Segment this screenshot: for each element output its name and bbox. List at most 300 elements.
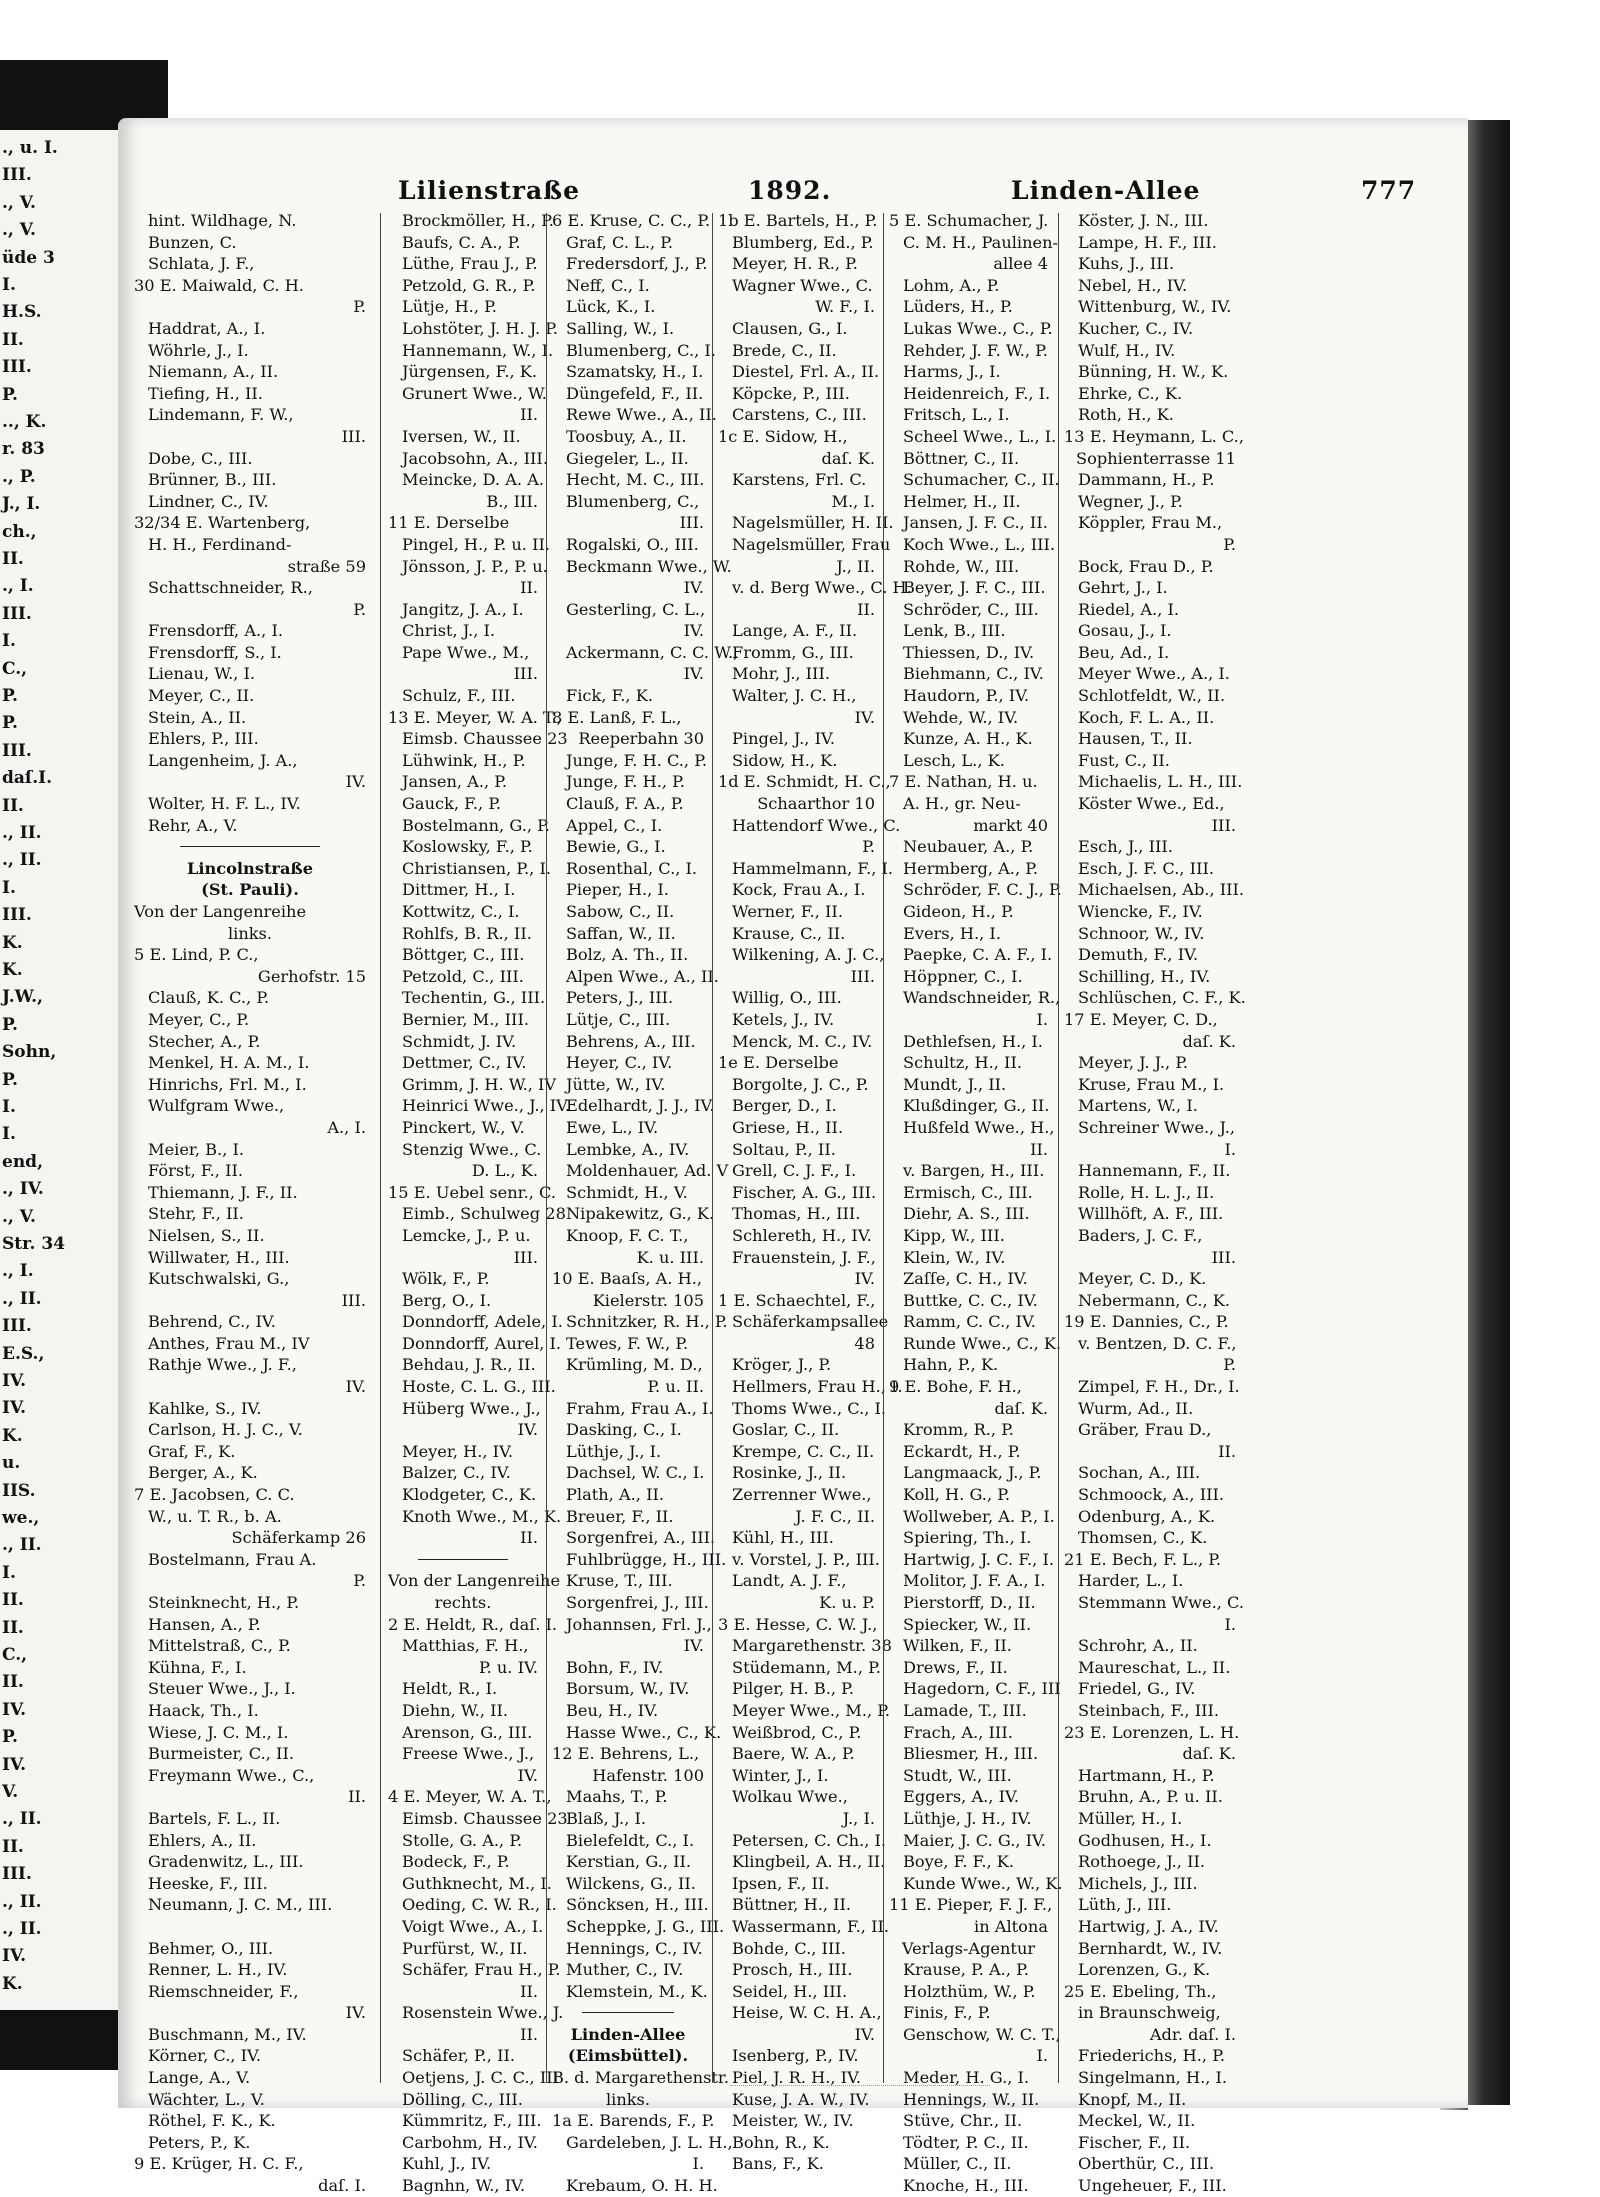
resident-entry: Tewes, F. W., P. — [566, 1333, 689, 1353]
resident-entry: Rosenstein Wwe., J. — [402, 2003, 564, 2023]
resident-entry: Meincke, D. A. A. — [402, 470, 545, 490]
previous-page-text: II. — [2, 795, 24, 816]
resident-entry: Beu, Ad., I. — [1078, 642, 1170, 662]
previous-page-text: K. — [2, 1425, 23, 1446]
resident-entry: III. — [679, 513, 704, 533]
resident-entry: Hartwig, J. C. F., I. — [903, 1549, 1055, 1569]
resident-entry: Müller, H., I. — [1078, 1808, 1183, 1828]
resident-entry: Beu, H., IV. — [566, 1700, 659, 1720]
resident-entry: Michaelsen, Ab., III. — [1078, 880, 1245, 900]
resident-entry: Donndorff, Aurel, I. — [402, 1333, 562, 1353]
resident-entry: M., I. — [831, 491, 875, 511]
resident-entry: Martens, W., I. — [1078, 1096, 1198, 1116]
resident-entry: Seidel, H., III. — [732, 1981, 848, 2001]
resident-entry: Neubauer, A., P. — [903, 837, 1034, 857]
resident-entry: II. — [520, 1981, 538, 2001]
resident-entry: Ehlers, A., II. — [148, 1830, 257, 1850]
resident-entry: straße 59 — [287, 556, 366, 576]
resident-entry: Bunzen, C. — [148, 232, 237, 252]
house-entry: 1a E. Barends, F., P. — [552, 2111, 715, 2131]
resident-entry: Thomas, H., III. — [732, 1204, 861, 1224]
resident-entry: Wilckens, G., II. — [566, 1873, 696, 1893]
previous-page-text: IIS. — [2, 1480, 36, 1501]
previous-page-text: II. — [2, 329, 24, 350]
resident-entry: Frahm, Frau A., I. — [566, 1398, 714, 1418]
resident-entry: Jansen, A., P. — [402, 772, 508, 792]
resident-entry: Kröger, J., P. — [732, 1355, 832, 1375]
resident-entry: I. — [1224, 1614, 1236, 1634]
section-heading: (St. Pauli). — [201, 880, 299, 900]
resident-entry: in Braunschweig, — [1078, 2003, 1221, 2023]
resident-entry: IV. — [517, 1420, 538, 1440]
resident-entry: Büttner, H., II. — [732, 1895, 852, 1915]
resident-entry: Eckardt, H., P. — [903, 1441, 1021, 1461]
resident-entry: A., I. — [327, 1117, 366, 1137]
resident-entry: Beyer, J. F. C., III. — [903, 578, 1046, 598]
resident-entry: Junge, F. H., P. — [566, 772, 685, 792]
resident-entry: Grimm, J. H. W., IV — [402, 1074, 557, 1094]
resident-entry: Berg, O., I. — [402, 1290, 492, 1310]
resident-entry: Berger, A., K. — [148, 1463, 258, 1483]
resident-entry: Thiessen, D., IV. — [903, 642, 1035, 662]
resident-entry: Michaelis, L. H., III. — [1078, 772, 1243, 792]
house-entry: 19 E. Dannies, C., P. — [1064, 1312, 1229, 1332]
previous-page-text: ., V. — [2, 1206, 36, 1227]
resident-entry: Meier, B., I. — [148, 1139, 245, 1159]
resident-entry: Donndorff, Adele, I. — [402, 1312, 563, 1332]
resident-entry: Röthel, F. K., K. — [148, 2111, 276, 2131]
resident-entry: I. — [692, 2154, 704, 2174]
section-separator — [134, 836, 366, 858]
resident-entry: Willig, O., III. — [732, 988, 842, 1008]
previous-page-text: ., P. — [2, 466, 36, 487]
resident-entry: Purfürst, W., II. — [402, 1938, 528, 1958]
resident-entry: W. F., I. — [815, 297, 875, 317]
resident-entry: Schlüschen, C. F., K. — [1078, 988, 1246, 1008]
resident-entry: Spiecker, W., II. — [903, 1614, 1032, 1634]
resident-entry: Gesterling, C. L., — [566, 599, 706, 619]
resident-entry: Kruse, Frau M., I. — [1078, 1074, 1225, 1094]
resident-entry: Meyer Wwe., A., I. — [1078, 664, 1230, 684]
resident-entry: Köster Wwe., Ed., — [1078, 794, 1225, 814]
previous-page-text: IV. — [2, 1699, 27, 1720]
resident-entry: Thoms Wwe., C., I. — [732, 1398, 887, 1418]
resident-entry: Hansen, A., P. — [148, 1614, 261, 1634]
resident-entry: Lemcke, J., P. u. — [402, 1225, 531, 1245]
resident-entry: Nagelsmüller, Frau — [732, 534, 891, 554]
resident-entry: Nipakewitz, G., K. — [566, 1204, 715, 1224]
resident-entry: Schröder, C., III. — [903, 599, 1039, 619]
resident-entry: Bolz, A. Th., II. — [566, 945, 689, 965]
resident-entry: II. — [1030, 1139, 1048, 1159]
resident-entry: Schilling, H., IV. — [1078, 966, 1211, 986]
resident-entry: Lembke, A., IV. — [566, 1139, 690, 1159]
resident-entry: Hermberg, A., P. — [903, 858, 1038, 878]
resident-entry: Zaſſe, C. H., IV. — [903, 1269, 1028, 1289]
previous-page-text: I. — [2, 1097, 16, 1117]
previous-page-text: II. — [2, 1617, 24, 1638]
resident-entry: Hinrichs, Frl. M., I. — [148, 1074, 307, 1094]
resident-entry: hint. Wildhage, N. — [148, 211, 297, 230]
resident-entry: Rohlfs, B. R., II. — [402, 923, 532, 943]
resident-entry: Demuth, F., IV. — [1078, 945, 1199, 965]
resident-entry: Lesch, L., K. — [903, 750, 1005, 770]
resident-entry: Jürgensen, F., K. — [402, 362, 538, 382]
resident-entry: Klemstein, M., K. — [566, 1981, 708, 2001]
resident-entry: Werner, F., II. — [732, 902, 843, 921]
resident-entry: Pieper, H., I. — [566, 880, 669, 900]
resident-entry: III. — [513, 1247, 538, 1267]
resident-entry: v. d. Berg Wwe., C. H. — [732, 578, 912, 598]
resident-entry: Müller, C., II. — [903, 2154, 1012, 2174]
resident-entry: Sophienterrasse 11 — [1076, 448, 1236, 468]
resident-entry: Blumenberg, C., I. — [566, 340, 716, 360]
resident-entry: Wandschneider, R., — [903, 988, 1061, 1008]
page-edge-shadow — [1462, 120, 1510, 2105]
previous-page-text: ., II. — [2, 1919, 42, 1939]
resident-entry: I. — [1036, 1009, 1048, 1029]
resident-entry: K. u. P. — [819, 1593, 875, 1612]
resident-entry: Lüthje, J., I. — [566, 1441, 662, 1461]
resident-entry: Lienau, W., I. — [148, 664, 256, 684]
resident-entry: Lühwink, H., P. — [402, 750, 526, 770]
resident-entry: Wassermann, F., II. — [732, 1916, 890, 1936]
resident-entry: Rathje Wwe., J. F., — [148, 1355, 297, 1375]
resident-entry: H. H., Ferdinand- — [148, 534, 292, 554]
resident-entry: Meyer, C. D., K. — [1078, 1269, 1207, 1289]
resident-entry: Fuhlbrügge, H., III. — [566, 1549, 727, 1569]
resident-entry: Schlata, J. F., — [148, 254, 255, 274]
previous-page-text: P. — [2, 1069, 18, 1090]
resident-entry: Behrens, A., III. — [566, 1031, 696, 1051]
resident-entry: B., III. — [486, 491, 538, 511]
resident-entry: Blaß, J., I. — [566, 1808, 647, 1828]
resident-entry: daſ. K. — [1182, 1031, 1236, 1051]
resident-entry: Langmaack, J., P. — [903, 1463, 1042, 1483]
resident-entry: Wöhrle, J., I. — [148, 340, 249, 360]
resident-entry: Eggers, A., IV. — [903, 1787, 1019, 1807]
resident-entry: Walter, J. C. H., — [732, 686, 857, 706]
resident-entry: III. — [850, 966, 875, 986]
resident-entry: Langenheim, J. A., — [148, 750, 298, 770]
resident-entry: Schnoor, W., IV. — [1078, 923, 1205, 943]
directory-column — [552, 210, 739, 2196]
resident-entry: Nebermann, C., K. — [1078, 1290, 1231, 1310]
resident-entry: Christ, J., I. — [402, 621, 496, 641]
section-heading: Verlags-Agentur — [901, 1938, 1036, 1958]
resident-entry: Knoche, H., III. — [903, 2176, 1029, 2196]
resident-entry: Steinbach, F., III. — [1078, 1700, 1220, 1720]
resident-entry: Kuhl, J., IV. — [402, 2154, 492, 2174]
resident-entry: Schattschneider, R., — [148, 578, 313, 598]
resident-entry: Wehde, W., IV. — [903, 707, 1019, 727]
resident-entry: IV. — [683, 621, 704, 641]
resident-entry: v. Vorstel, J. P., III. — [732, 1549, 880, 1569]
resident-entry: Höppner, C., I. — [903, 966, 1023, 986]
previous-page-text: P. — [2, 713, 18, 734]
resident-entry: Köpcke, P., III. — [732, 383, 850, 403]
resident-entry: Petersen, C. Ch., I. — [732, 1830, 887, 1850]
resident-entry: Meyer Wwe., M., P. — [732, 1700, 891, 1720]
resident-entry: Schumacher, C., II. — [903, 470, 1060, 490]
resident-entry: Wolkau Wwe., — [732, 1787, 848, 1807]
resident-entry: Nagelsmüller, H. II. — [732, 513, 894, 533]
resident-entry: Lück, K., I. — [566, 297, 656, 317]
resident-entry: Harder, L., I. — [1078, 1571, 1184, 1591]
resident-entry: P. — [1223, 534, 1236, 554]
resident-entry: Christiansen, P., I. — [402, 858, 551, 878]
bottom-print-mark — [730, 2085, 990, 2092]
house-entry: B. d. Margarethenstr. — [552, 2068, 729, 2088]
resident-entry: Lüthje, J. H., IV. — [903, 1808, 1032, 1828]
resident-entry: Knopf, M., II. — [1078, 2089, 1187, 2109]
resident-entry: Odenburg, A., K. — [1078, 1506, 1216, 1526]
resident-entry: Wurm, Ad., II. — [1078, 1398, 1194, 1418]
house-entry: 4 E. Meyer, W. A. T., — [388, 1787, 552, 1807]
resident-entry: Maier, J. C. G., IV. — [903, 1830, 1047, 1850]
resident-entry: Hoste, C. L. G., III. — [402, 1377, 556, 1397]
resident-entry: Carlson, H. J. C., V. — [148, 1420, 303, 1440]
resident-entry: Wölk, F., P. — [402, 1269, 490, 1289]
resident-entry: Pinckert, W., V. — [402, 1117, 525, 1137]
resident-entry: Toosbuy, A., II. — [566, 426, 687, 446]
resident-entry: Oeding, C. W. R., I. — [402, 1895, 557, 1915]
resident-entry: Meyer, C., II. — [148, 686, 255, 706]
resident-entry: Kipp, W., III. — [903, 1225, 1005, 1245]
resident-entry: Renner, L. H., IV. — [148, 1960, 288, 1980]
previous-page-text: ., I. — [2, 1261, 34, 1282]
resident-entry: Jangitz, J. A., I. — [402, 599, 524, 619]
resident-entry: Willwater, H., III. — [148, 1247, 290, 1267]
resident-entry: J., II. — [836, 556, 875, 576]
column-rule — [546, 213, 547, 2083]
resident-entry: Schaarthor 10 — [757, 794, 875, 814]
previous-page-text: III. — [2, 165, 32, 186]
house-entry: 8 E. Lanß, F. L., — [552, 707, 682, 727]
resident-entry: daſ. K. — [1182, 1744, 1236, 1764]
previous-page-text: I. — [2, 877, 16, 898]
resident-entry: Nielsen, S., II. — [148, 1225, 265, 1245]
resident-entry: v. Bentzen, D. C. F., — [1078, 1333, 1237, 1353]
resident-entry: Blumberg, Ed., P. — [732, 232, 874, 252]
previous-page-text: üde 3 — [2, 247, 55, 268]
resident-entry: Koch, F. L. A., II. — [1078, 707, 1215, 727]
resident-entry: Borsum, W., IV. — [566, 1679, 690, 1699]
resident-entry: Hecht, M. C., III. — [566, 470, 705, 490]
resident-entry: Gradenwitz, L., III. — [148, 1852, 304, 1872]
resident-entry: Rehr, A., V. — [148, 815, 238, 835]
resident-entry: Körner, C., IV. — [148, 2046, 262, 2066]
resident-entry: Maahs, T., P. — [566, 1787, 668, 1807]
resident-entry: Steinknecht, H., P. — [148, 1593, 300, 1612]
resident-entry: Graf, F., K. — [148, 1441, 236, 1461]
resident-entry: Studt, W., III. — [903, 1765, 1012, 1785]
previous-page-text: K. — [2, 932, 23, 953]
resident-entry: Schrohr, A., II. — [1078, 1636, 1198, 1656]
resident-entry: Lindemann, F. W., — [148, 405, 294, 425]
column-rule — [380, 213, 381, 2083]
previous-page-text: u. — [2, 1453, 21, 1474]
resident-entry: Kahlke, S., IV. — [148, 1398, 262, 1418]
resident-entry: Rehder, J. F. W., P. — [903, 340, 1048, 360]
resident-entry: P. u. IV. — [478, 1657, 538, 1677]
resident-entry: Krümling, M. D., — [566, 1355, 703, 1375]
previous-page-text: P. — [2, 384, 18, 405]
resident-entry: Meyer, C., P. — [148, 1009, 250, 1029]
previous-page-text: III. — [2, 357, 32, 378]
previous-page-text: ., u. I. — [2, 138, 58, 158]
resident-entry: Ketels, J., IV. — [732, 1009, 835, 1029]
previous-page-text: ., II. — [2, 1288, 42, 1309]
resident-entry: Pingel, J., IV. — [732, 729, 835, 749]
resident-entry: Rolle, H. L. J., II. — [1078, 1182, 1215, 1202]
resident-entry: Isenberg, P., IV. — [732, 2046, 859, 2066]
resident-entry — [134, 1916, 366, 1938]
resident-entry: Finis, F., P. — [903, 2003, 991, 2023]
resident-entry: Pilger, H. B., P. — [732, 1679, 854, 1699]
resident-entry: Balzer, C., IV. — [402, 1463, 511, 1483]
resident-entry: Meyer, H., IV. — [402, 1441, 514, 1461]
resident-entry: Reeperbahn 30 — [578, 729, 704, 749]
house-entry: 32/34 E. Wartenberg, — [134, 513, 311, 533]
house-entry: 5 E. Lind, P. C., — [134, 945, 259, 965]
resident-entry: Steuer Wwe., J., I. — [148, 1679, 296, 1699]
resident-entry: IV. — [345, 772, 366, 792]
resident-entry: Ungeheuer, F., III. — [1078, 2176, 1227, 2196]
resident-entry: Fischer, F., II. — [1078, 2132, 1191, 2152]
resident-entry: Hausen, T., II. — [1078, 729, 1193, 749]
resident-entry: Behrend, C., IV. — [148, 1312, 276, 1332]
header-year: 1892. — [748, 176, 832, 205]
resident-entry: III. — [1211, 815, 1236, 835]
resident-entry: Maureschat, L., II. — [1078, 1657, 1231, 1677]
resident-entry: Schlereth, H., IV. — [732, 1225, 872, 1245]
resident-entry: Pingel, H., P. u. II. — [402, 534, 551, 554]
house-entry: Von der Langenreihe — [134, 902, 307, 921]
resident-entry: Ipsen, F., II. — [732, 1873, 830, 1893]
resident-entry: Kühl, H., III. — [732, 1528, 834, 1548]
resident-entry: Wiese, J. C. M., I. — [148, 1722, 289, 1742]
previous-page-text: K. — [2, 1973, 23, 1994]
directory-column — [1064, 210, 1246, 2196]
resident-entry: Bock, Frau D., P. — [1078, 556, 1214, 576]
previous-page-text: I. — [2, 631, 16, 652]
resident-entry: Dittmer, H., I. — [402, 880, 516, 900]
house-entry: 13 E. Heymann, L. C., — [1064, 426, 1244, 446]
resident-entry: Breuer, F., II. — [566, 1506, 674, 1526]
resident-entry: II. — [1218, 1441, 1236, 1461]
resident-entry: Ehlers, P., III. — [148, 729, 259, 749]
resident-entry: Jansen, J. F. C., II. — [903, 513, 1048, 533]
resident-entry: Fick, F., K. — [566, 686, 653, 706]
resident-entry: Fust, C., II. — [1078, 750, 1170, 770]
resident-entry: Tiefing, H., II. — [148, 383, 263, 403]
resident-entry: Hagedorn, C. F., III — [903, 1679, 1061, 1699]
resident-entry: Menck, M. C., IV. — [732, 1031, 873, 1051]
resident-entry: Bernhardt, W., IV. — [1078, 1938, 1223, 1958]
resident-entry: Jönsson, J. P., P. u. — [402, 556, 548, 576]
resident-entry: Koslowsky, F., P. — [402, 837, 533, 857]
house-entry: 6 E. Kruse, C. C., P. — [552, 211, 711, 230]
resident-entry: Peters, J., III. — [566, 988, 674, 1008]
resident-entry: Dachsel, W. C., I. — [566, 1463, 705, 1483]
resident-entry: Schultz, H., II. — [903, 1053, 1022, 1073]
resident-entry: Heinrici Wwe., J., IV. — [402, 1096, 571, 1116]
resident-entry: Tödter, P. C., II. — [903, 2132, 1029, 2152]
previous-page-text: I. — [2, 1562, 16, 1583]
resident-entry: Schröder, F. C. J., P. — [903, 880, 1062, 900]
resident-entry: Edelhardt, J. J., IV. — [566, 1096, 715, 1116]
resident-entry: II. — [520, 1528, 538, 1548]
resident-entry: Sorgenfrei, A., III. — [566, 1528, 716, 1548]
resident-entry: Bohde, C., III. — [732, 1938, 846, 1958]
resident-entry: Böttger, C., III. — [402, 945, 525, 965]
section-heading: Lincolnstraße — [186, 858, 314, 878]
house-entry: 2 E. Heldt, R., daſ. I. — [388, 1614, 558, 1634]
resident-entry: Haack, Th., I. — [148, 1700, 259, 1720]
resident-entry: P. u. II. — [647, 1377, 704, 1397]
resident-entry: Krebaum, O. H. H. — [566, 2176, 718, 2196]
resident-entry: Schmidt, H., V. — [566, 1182, 688, 1202]
resident-entry: Ewe, L., IV. — [566, 1117, 659, 1137]
previous-page-text: ., I. — [2, 576, 34, 597]
resident-entry: Stüve, Chr., II. — [903, 2111, 1023, 2131]
resident-entry: Hartmann, H., P. — [1078, 1765, 1215, 1785]
resident-entry: Carbohm, H., IV. — [402, 2132, 538, 2152]
resident-entry: Bartels, F. L., II. — [148, 1808, 281, 1828]
house-entry: 11 E. Pieper, F. J. F., — [889, 1895, 1053, 1915]
resident-entry: Riemschneider, F., — [148, 1981, 299, 2001]
resident-entry: Dettmer, C., IV. — [402, 1053, 527, 1073]
house-entry: 7 E. Jacobsen, C. C. — [134, 1485, 295, 1505]
resident-entry: Buschmann, M., IV. — [148, 2024, 307, 2044]
resident-entry: P. — [353, 599, 366, 619]
resident-entry: Brockmöller, H., P. — [402, 211, 554, 230]
resident-entry: P. — [353, 297, 366, 317]
resident-entry: Mundt, J., II. — [903, 1074, 1007, 1094]
resident-entry: markt 40 — [973, 815, 1048, 835]
resident-entry: Wollweber, A. P., I. — [903, 1506, 1055, 1526]
resident-entry: Margarethenstr. 38 — [732, 1636, 892, 1656]
previous-page-text: ., V. — [2, 220, 36, 241]
previous-page-text: ., II. — [2, 1891, 42, 1912]
house-entry: 1c E. Sidow, H., — [718, 426, 848, 446]
resident-entry: Blumenberg, C., — [566, 491, 700, 511]
resident-entry: Meckel, W., II. — [1078, 2111, 1196, 2131]
resident-entry: Wulfgram Wwe., — [148, 1096, 285, 1116]
previous-page-text: ., II. — [2, 823, 42, 843]
resident-entry: Fritsch, L., I. — [903, 405, 1010, 425]
resident-entry: Techentin, G., III. — [402, 988, 546, 1008]
resident-entry: Fredersdorf, J., P. — [566, 254, 708, 274]
previous-page-text: IV. — [2, 1398, 27, 1419]
resident-entry: Düngefeld, F., II. — [566, 383, 704, 403]
resident-entry: Guthknecht, M., I. — [402, 1873, 552, 1893]
resident-entry: Szamatsky, H., I. — [566, 362, 704, 382]
previous-page-text: II. — [2, 1590, 24, 1611]
previous-page-text: III. — [2, 1864, 32, 1885]
resident-entry: Wulf, H., IV. — [1078, 340, 1176, 360]
resident-entry: Giegeler, L., II. — [566, 448, 689, 468]
resident-entry: Zimpel, F. H., Dr., I. — [1078, 1377, 1240, 1397]
resident-entry: Gardeleben, J. L. H., — [566, 2132, 733, 2152]
resident-entry: IV. — [345, 1377, 366, 1397]
previous-page-text: P. — [2, 1014, 18, 1035]
resident-entry: IV. — [683, 1636, 704, 1656]
directory-column — [134, 210, 366, 2196]
previous-page-text: I. — [2, 1124, 16, 1145]
resident-entry: Lüthe, Frau J., P. — [402, 254, 538, 274]
